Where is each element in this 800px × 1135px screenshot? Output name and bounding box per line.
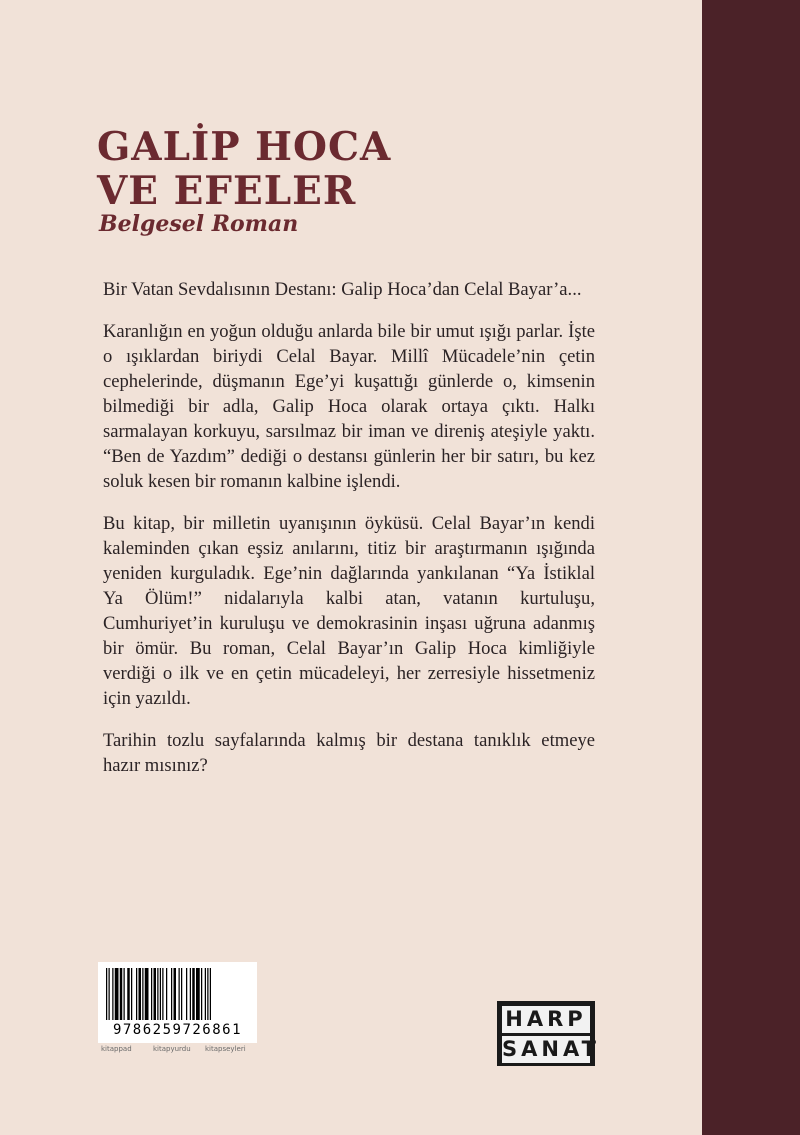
blurb-paragraph-1: Bir Vatan Sevdalısının Destanı: Galip Hoca’dan Celal Bayar’a... — [103, 279, 582, 300]
retailer-logos — [101, 1045, 261, 1059]
publisher-logo — [497, 1001, 600, 1066]
title-line-1: GALİP HOCA — [97, 124, 392, 170]
spine-band — [702, 0, 800, 1135]
barcode-bars — [104, 968, 251, 1020]
blurb-paragraph-2: Karanlığın en yoğun olduğu anlarda bile bir umut ışığı parlar. İşte o ışıklardan biriydi Celal Bayar. Millî Mücadele’nin çetin cephelerinde, düşmanın Ege’yi kuşattığı günlerde o, kimsenin bilmediği bir adla, Galip Hoca olarak ortaya çıktı. Halkı sarmalayan korkuyu, sarsılmaz bir iman ve direniş ateşiyle yaktı. “Ben de Yazdım” dediği o destansı günlerin her bir satırı, bu kez soluk kesen bir romanın kalbine işlendi. — [103, 321, 595, 492]
retailer-logo-2: kitapyurdu — [153, 1045, 191, 1053]
book-title — [97, 125, 391, 213]
isbn-number: 9786259726861 — [112, 1022, 243, 1038]
back-cover-blurb — [103, 277, 595, 795]
book-subtitle: Belgesel Roman — [99, 211, 299, 237]
publisher-line-1: HARP — [502, 1006, 590, 1033]
publisher-line-2: SANAT — [502, 1037, 600, 1061]
blurb-paragraph-3: Bu kitap, bir milletin uyanışının öyküsü. Celal Bayar’ın kendi kaleminden çıkan eşsiz anılarını, titiz bir araştırmanın ışığında yeniden kurguladık. Ege’nin dağlarında yankılanan “Ya İstiklal Ya Ölüm!” nidalarıyla kalbi atan, vatanın kurtuluşu, Cumhuriyet’in kuruluşu ve demokrasinin inşası uğruna adanmış bir ömür. Bu roman, Celal Bayar’ın Galip Hoca kimliğiyle verdiği o ilk ve en çetin mücadeleyi, her zerresiyle hissetmeniz için yazıldı. — [103, 513, 595, 709]
retailer-logo-1: kitappad — [101, 1045, 132, 1053]
blurb-paragraph-4: Tarihin tozlu sayfalarında kalmış bir destana tanıklık etmeye hazır mısınız? — [103, 730, 595, 776]
isbn-barcode — [98, 962, 257, 1043]
title-line-2: VE EFELER — [97, 168, 357, 214]
retailer-logo-3: kitapseyleri — [205, 1045, 246, 1053]
